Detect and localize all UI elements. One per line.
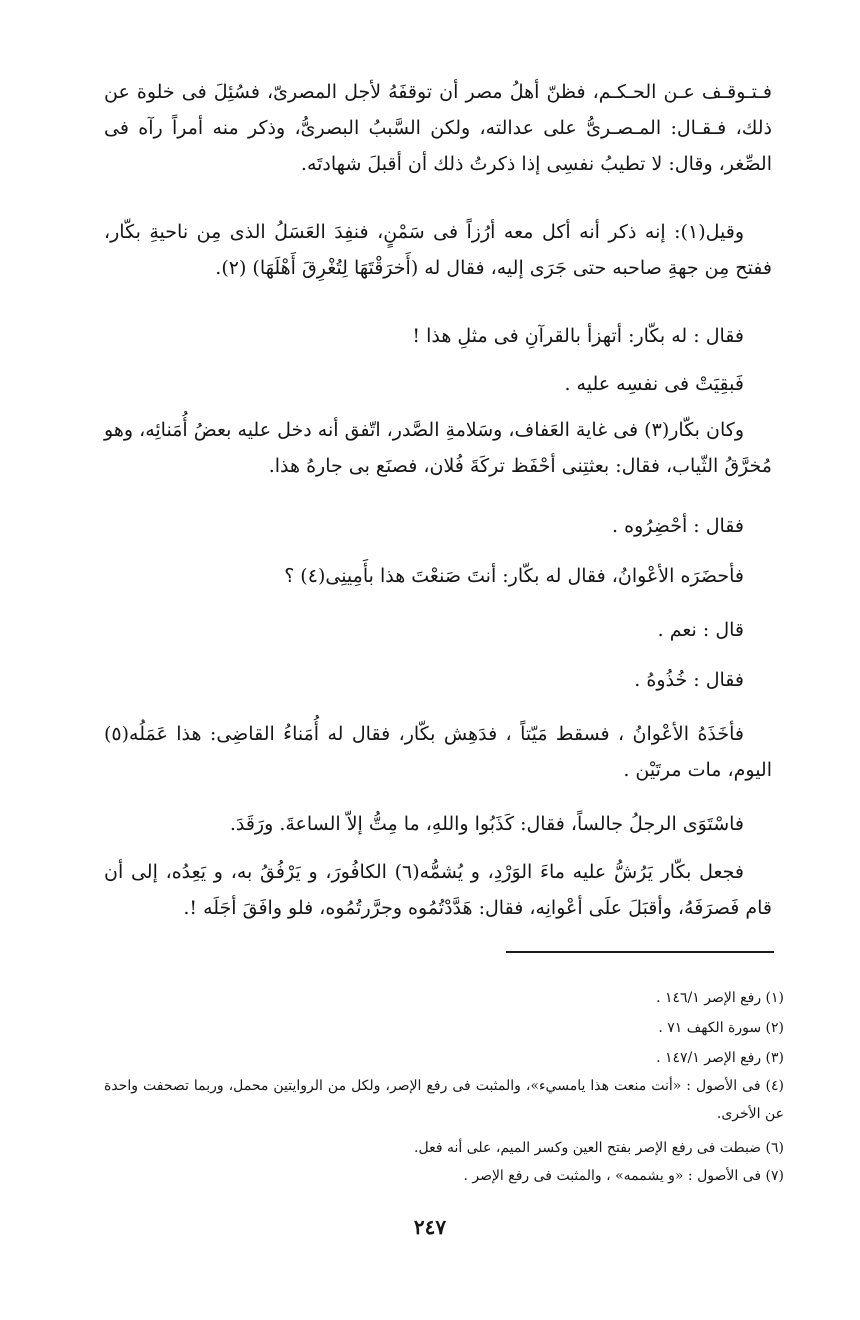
footnote-6: (٦) ضبطت فى رفع الإصر بفتح العين وكسر الميم، على أنه فعل. bbox=[414, 1140, 784, 1156]
footnote-3: (٣) رفع الإصر ١٤٧/١ . bbox=[656, 1050, 784, 1066]
paragraph-4: فَبقِيَتْ فى نفسِه عليه . bbox=[564, 373, 744, 395]
paragraph-8: قال : نعم . bbox=[657, 619, 744, 641]
paragraph-10: فأخَذَهُ الأعْوانُ ، فسقط مَيّتاً ، فدَهِش بكّار، فقال له أُمَناءُ القاضِى: هذا عَمَلُه(٥) اليوم، مات مرتَيْن . bbox=[104, 723, 772, 781]
paragraph-9: فقال : خُذُوهُ . bbox=[634, 669, 744, 691]
footnote-1: (١) رفع الإصر ١٤٦/١ . bbox=[656, 990, 784, 1006]
paragraph-3: فقال : له بكّار: أتهزأ بالقرآنِ فى مثلِ هذا ! bbox=[412, 325, 744, 347]
paragraph-7: فأحضَرَه الأعْوانُ، فقال له بكّار: أنتَ صَنعْتَ هذا بأَمِينِى(٤) ؟ bbox=[284, 565, 744, 587]
footnote-7: (٧) فى الأصول : «و يشممه» ، والمثبت فى رفع الإصر . bbox=[463, 1168, 784, 1184]
paragraph-2: وقيل(١): إنه ذكر أنه أكل معه أرُزاً فى سَمْنٍ، فنفِدَ العَسَلُ الذى مِن ناحيةِ بكّار، ففتح مِن جهةِ صاحبه حتى جَرَى إليه، فقال له (أَخرَقْتَهَا لِتُغْرِقَ أَهْلَهَا) (٢). bbox=[104, 221, 772, 279]
footnote-divider bbox=[506, 951, 774, 953]
footnote-4: (٤) فى الأصول : «أنت منعت هذا يامسيء»، والمثبت فى رفع الإصر، ولكل من الروايتين محمل، وربما تصحفت واحدة عن الأخرى. bbox=[104, 1078, 784, 1122]
paragraph-5: وكان بكّار(٣) فى غاية العَفاف، وسَلامةِ الصَّدر، اتّفق أنه دخل عليه بعضُ أُمَنائِه، وهو مُخرَّقُ الثّياب، فقال: بعثتِنى أحْفَظ تركَةَ فُلان، فصنَع بى جارهُ هذا. bbox=[104, 419, 772, 477]
paragraph-6: فقال : أحْضِرُوه . bbox=[612, 515, 744, 537]
footnote-2: (٢) سورة الكهف ٧١ . bbox=[658, 1020, 784, 1036]
paragraph-1: فـتـوقـف عـن الحـكـم، فظنّ أهلُ مصر أن توقفَهُ لأجل المصرىّ، فسُئِلَ فى خلوة عن ذلك، فـقـال: المـصـرىُّ على عدالته، ولكن السَّببُ البصرىُّ، وذكر منه أمراً رآه فى الصِّغر، وقال: لا تطيبُ نفسِى إذا ذكرتُ ذلك أن أقبلَ شهادتَه. bbox=[104, 81, 772, 175]
paragraph-11: فاسْتَوَى الرجلُ جالساً، فقال: كَذَبُوا واللهِ، ما مِتُّ إلاّ الساعةَ. ورَقَدَ. bbox=[229, 813, 744, 835]
paragraph-12: فجعل بكّار يَرُشُّ عليه ماءَ الوَرْدِ، و يُشمُّه(٦) الكافُورَ، و يَرْفُقُ به، و يَعِدُه، إلى أن قام فَصرَفَهُ، وأقبَلَ علَى أعْوانِه، فقال: هَدَّدْتُمُوه وجرَّرتُمُوه، فلو وافَقَ أجَلَه !. bbox=[104, 861, 772, 919]
page-number: ٢٤٧ bbox=[413, 1215, 447, 1239]
